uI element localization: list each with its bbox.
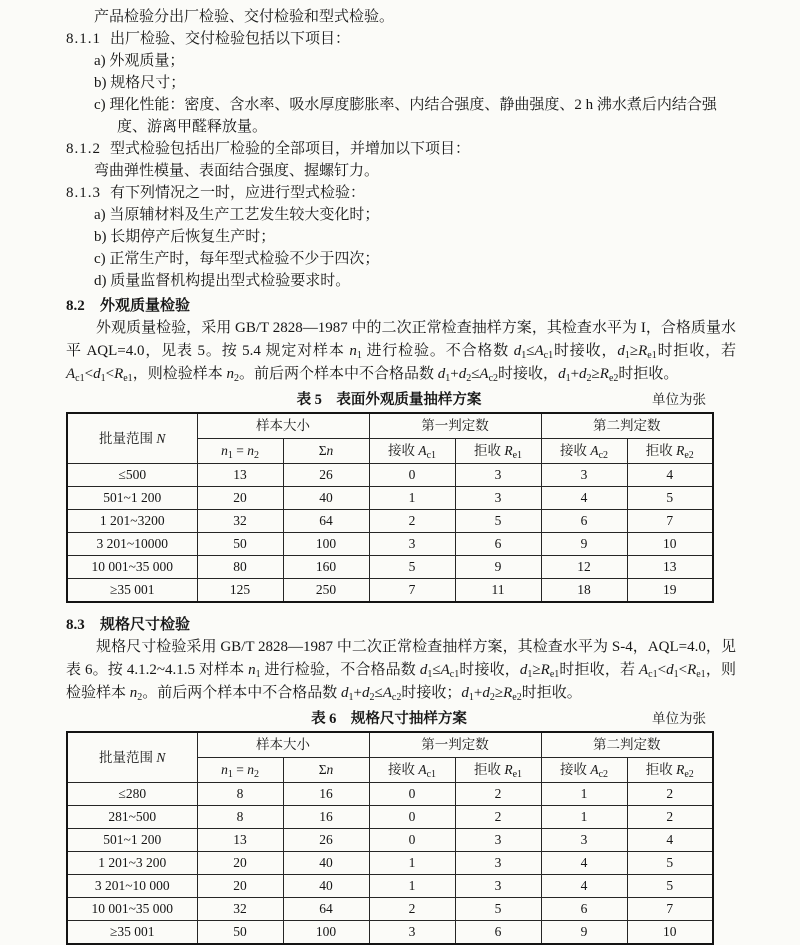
subscript-text: 2	[466, 373, 472, 384]
text-run: Σ	[318, 762, 327, 777]
subscript-text: 1	[427, 669, 433, 680]
variable-text: R	[114, 366, 124, 382]
subscript-text: 1	[227, 450, 233, 461]
text-run: 时接收，	[459, 662, 520, 678]
text-run: 。前后两个样本中不合格品数	[142, 685, 342, 701]
section-number: 8.3	[66, 617, 85, 633]
section-title: 规格尺寸检验	[100, 617, 191, 633]
subscript-text: 1	[673, 669, 679, 680]
table-cell: 20	[197, 487, 283, 510]
list-item-813-d: d) 质量监督机构提出型式检验要求时。	[94, 273, 351, 289]
batch-range-cell: 501~1 200	[67, 829, 197, 852]
text-run: +	[450, 366, 459, 382]
variable-text: A	[479, 366, 489, 382]
table-cell: 10	[627, 921, 713, 945]
variable-text: n	[247, 762, 254, 777]
table-cell: 0	[369, 464, 455, 487]
table-cell: 7	[369, 579, 455, 603]
text-run: <	[105, 366, 115, 382]
table-cell: 11	[455, 579, 541, 603]
subscript-text: e2	[512, 692, 522, 703]
batch-range-cell: ≥35 001	[67, 579, 197, 603]
variable-text: d	[482, 685, 490, 701]
clause-title: 出厂检验、交付检验包括以下项目：	[110, 31, 351, 47]
batch-range-cell: 281~500	[67, 806, 197, 829]
table-cell: 9	[541, 533, 627, 556]
table-row	[67, 875, 713, 898]
list-item-811-a: a) 外观质量；	[94, 53, 185, 69]
subscript-text: e2	[684, 769, 694, 780]
batch-range-cell: 3 201~10 000	[67, 875, 197, 898]
table-cell: 5	[369, 556, 455, 579]
variable-text: R	[687, 662, 697, 678]
variable-text: n	[221, 443, 228, 458]
table-cell: 3	[455, 852, 541, 875]
batch-range-cell: 10 001~35 000	[67, 898, 197, 921]
table-cell: 13	[197, 829, 283, 852]
col-header-accept-ac1	[369, 439, 455, 464]
table-cell: 32	[197, 898, 283, 921]
table6-caption: 表 6 规格尺寸抽样方案	[311, 711, 467, 727]
table-cell: 6	[541, 898, 627, 921]
table-row	[67, 921, 713, 945]
variable-text: n	[221, 762, 228, 777]
text-run: <	[657, 662, 667, 678]
text-run: 接收	[387, 443, 419, 458]
text-run: =	[232, 762, 248, 777]
batch-range-cell: 10 001~35 000	[67, 556, 197, 579]
subscript-text: c1	[449, 669, 460, 680]
table-cell: 2	[455, 783, 541, 806]
text-run: +	[570, 366, 580, 382]
text-run: 时拒收。	[618, 366, 679, 382]
table-cell: 1	[369, 487, 455, 510]
variable-text: d	[362, 685, 370, 701]
variable-text: N	[156, 749, 166, 765]
variable-text: R	[503, 685, 513, 701]
table-cell: 1	[369, 875, 455, 898]
variable-text: A	[66, 366, 76, 382]
subscript-text: 2	[137, 692, 143, 703]
col-header-batch-range	[67, 413, 197, 464]
text-run: 拒收	[645, 443, 677, 458]
table-cell: 250	[283, 579, 369, 603]
batch-range-cell: ≥35 001	[67, 921, 197, 945]
col-header-n1-n2	[197, 439, 283, 464]
subscript-text: e1	[512, 450, 523, 461]
subscript-text: e1	[549, 669, 560, 680]
list-item-813-a: a) 当原辅材料及生产工艺发生较大变化时；	[94, 207, 380, 223]
table-cell: 2	[369, 510, 455, 533]
table-cell: 0	[369, 829, 455, 852]
subscript-text: c2	[488, 373, 499, 384]
subscript-text: 2	[253, 450, 259, 461]
text-run: ，则检验样本	[66, 662, 736, 701]
variable-text: A	[418, 762, 427, 777]
text-run: 接收	[559, 443, 591, 458]
table-cell: 64	[283, 898, 369, 921]
text-run: 接收	[559, 762, 591, 777]
table-cell: 2	[455, 806, 541, 829]
batch-range-cell: 501~1 200	[67, 487, 197, 510]
col-header-reject-re2	[627, 439, 713, 464]
table-cell: 6	[455, 921, 541, 945]
table-cell: 20	[197, 875, 283, 898]
text-run: 批量范围	[99, 749, 157, 765]
batch-range-cell: ≤500	[67, 464, 197, 487]
table-cell: 4	[627, 464, 713, 487]
table-cell: 13	[627, 556, 713, 579]
variable-text: R	[676, 443, 685, 458]
subscript-text: 1	[527, 669, 533, 680]
table-cell: 5	[627, 487, 713, 510]
text-run: 规格尺寸检验采用 GB/T 2828—1987 中二次正常检查抽样方案，其检查水平为 S-4，AQL=4.0，见表 6。按 4.1.2~4.1.5 对样本	[66, 639, 736, 678]
table-cell: 3	[455, 829, 541, 852]
variable-text: d	[461, 685, 469, 701]
table-row	[67, 533, 713, 556]
table-cell: 2	[627, 806, 713, 829]
table-cell: 9	[455, 556, 541, 579]
table-cell: 160	[283, 556, 369, 579]
col-header-second-judge: 第二判定数	[541, 732, 713, 758]
col-header-accept-ac1	[369, 758, 455, 783]
clause-number: 8.1.1	[66, 31, 101, 47]
table6-size-sampling	[66, 731, 714, 945]
clause-title: 型式检验包括出厂检验的全部项目，并增加以下项目：	[110, 141, 471, 157]
subscript-text: 1	[468, 692, 474, 703]
text-run: ≤	[526, 343, 535, 359]
col-header-sum-n	[283, 758, 369, 783]
variable-text: n	[326, 443, 334, 458]
table-cell: 5	[627, 852, 713, 875]
col-header-first-judge: 第一判定数	[369, 732, 541, 758]
table-cell: 1	[541, 806, 627, 829]
batch-range-cell: 1 201~3 200	[67, 852, 197, 875]
text-run: ≤	[432, 662, 441, 678]
table-cell: 9	[541, 921, 627, 945]
variable-text: d	[558, 366, 566, 382]
table-cell: 8	[197, 783, 283, 806]
col-header-accept-ac2	[541, 439, 627, 464]
variable-text: R	[676, 762, 685, 777]
subscript-text: 1	[624, 350, 630, 361]
text-run: =	[232, 443, 248, 458]
table-cell: 32	[197, 510, 283, 533]
subscript-text: 1	[227, 769, 233, 780]
table6-body	[67, 783, 713, 945]
table-row	[67, 464, 713, 487]
table-cell: 3	[455, 464, 541, 487]
col-header-n1-n2	[197, 758, 283, 783]
variable-text: N	[156, 430, 166, 446]
table-cell: 4	[541, 487, 627, 510]
table-cell: 3	[455, 875, 541, 898]
variable-text: d	[93, 366, 101, 382]
table-cell: 3	[541, 829, 627, 852]
variable-text: A	[440, 662, 450, 678]
table-cell: 1	[541, 783, 627, 806]
table-cell: 100	[283, 921, 369, 945]
variable-text: A	[418, 443, 427, 458]
subscript-text: e1	[696, 669, 706, 680]
text-run: 进行检验，不合格品数	[260, 662, 420, 678]
table-cell: 1	[369, 852, 455, 875]
col-header-reject-re1	[455, 439, 541, 464]
variable-text: d	[617, 343, 625, 359]
table-cell: 13	[197, 464, 283, 487]
text-run: 时接收，	[498, 366, 559, 382]
col-header-sample-size: 样本大小	[197, 732, 369, 758]
table-row	[67, 829, 713, 852]
variable-text: A	[534, 343, 544, 359]
section-heading-8-2	[66, 295, 736, 317]
subscript-text: c1	[426, 450, 437, 461]
table-cell: 18	[541, 579, 627, 603]
table-cell: 4	[541, 852, 627, 875]
text-run: 拒收	[473, 762, 505, 777]
subscript-text: 2	[489, 692, 495, 703]
subscript-text: c1	[543, 350, 554, 361]
table6-caption-row	[66, 710, 712, 728]
table6-header-row-1	[67, 732, 713, 758]
subscript-text: e1	[647, 350, 657, 361]
table-cell: 16	[283, 806, 369, 829]
subscript-text: e1	[512, 769, 523, 780]
table-cell: 20	[197, 852, 283, 875]
list-item-813-b: b) 长期停产后恢复生产时；	[94, 229, 276, 245]
text-run: ≥	[532, 662, 541, 678]
variable-text: n	[247, 443, 254, 458]
table-cell: 5	[627, 875, 713, 898]
clause-number: 8.1.3	[66, 185, 101, 201]
variable-text: A	[382, 685, 392, 701]
table-row	[67, 806, 713, 829]
clause-8-1-2	[66, 138, 736, 160]
text-run: ≤	[471, 366, 480, 382]
table-row	[67, 510, 713, 533]
text-run: ≤	[374, 685, 383, 701]
text-run: ，则检验样本	[132, 366, 227, 382]
subscript-text: 1	[348, 692, 354, 703]
subscript-text: e2	[608, 373, 619, 384]
table-cell: 40	[283, 875, 369, 898]
text-run: 进行检验。不合格数	[361, 343, 514, 359]
table-cell: 3	[541, 464, 627, 487]
table5-body	[67, 464, 713, 603]
list-item-811-b: b) 规格尺寸；	[94, 75, 186, 91]
text-run: +	[353, 685, 362, 701]
subscript-text: 2	[369, 692, 375, 703]
text-run: <	[84, 366, 94, 382]
variable-text: R	[504, 762, 513, 777]
col-header-reject-re2	[627, 758, 713, 783]
table-cell: 125	[197, 579, 283, 603]
subscript-text: c1	[426, 769, 437, 780]
text-run: ≥	[591, 366, 600, 382]
table5-caption-row	[66, 391, 712, 409]
list-item-813-c: c) 正常生产时，每年型式检验不少于四次；	[94, 251, 380, 267]
text-run: <	[678, 662, 688, 678]
text-run: +	[473, 685, 483, 701]
col-header-reject-re1	[455, 758, 541, 783]
table5-header-row-1	[67, 413, 713, 439]
variable-text: R	[540, 662, 550, 678]
batch-range-cell: 1 201~3200	[67, 510, 197, 533]
variable-text: n	[129, 685, 138, 701]
variable-text: R	[638, 343, 648, 359]
subscript-text: c2	[598, 450, 609, 461]
table-cell: 12	[541, 556, 627, 579]
text-run: 拒收	[473, 443, 505, 458]
subscript-text: 1	[255, 669, 261, 680]
subscript-text: e1	[123, 373, 133, 384]
text-run: 接收	[387, 762, 419, 777]
table-cell: 64	[283, 510, 369, 533]
subscript-text: 2	[233, 373, 239, 384]
col-header-sum-n	[283, 439, 369, 464]
table-cell: 8	[197, 806, 283, 829]
variable-text: d	[419, 662, 428, 678]
variable-text: d	[437, 366, 446, 382]
paragraph-8-2	[66, 317, 736, 386]
table-row	[67, 783, 713, 806]
text-run: 时接收，	[553, 343, 618, 359]
variable-text: A	[639, 662, 649, 678]
section-heading-8-3	[66, 614, 736, 636]
table6-unit-label: 单位为张	[652, 711, 706, 726]
text-run: 。前后两个样本中不合格品数	[238, 366, 438, 382]
variable-text: n	[248, 662, 256, 678]
variable-text: d	[341, 685, 349, 701]
table-cell: 26	[283, 829, 369, 852]
col-header-batch-range	[67, 732, 197, 783]
table-cell: 3	[455, 487, 541, 510]
variable-text: n	[349, 343, 357, 359]
paragraph-8-3	[66, 636, 736, 705]
batch-range-cell: 3 201~10000	[67, 533, 197, 556]
col-header-sample-size: 样本大小	[197, 413, 369, 439]
variable-text: d	[513, 343, 522, 359]
subscript-text: c1	[648, 669, 658, 680]
col-header-first-judge: 第一判定数	[369, 413, 541, 439]
table-cell: 4	[541, 875, 627, 898]
table-cell: 2	[627, 783, 713, 806]
text-run: 时拒收，若	[656, 343, 736, 359]
table-cell: 6	[541, 510, 627, 533]
list-item-811-c: c) 理化性能：密度、含水率、吸水厚度膨胀率、内结合强度、静曲强度、2 h 沸水煮后内结合强度、游离甲醛释放量。	[94, 97, 717, 135]
table5-caption: 表 5 表面外观质量抽样方案	[296, 392, 482, 408]
table-cell: 6	[455, 533, 541, 556]
table-cell: 5	[455, 510, 541, 533]
table-cell: 2	[369, 898, 455, 921]
variable-text: d	[519, 662, 528, 678]
text-run: ≥	[494, 685, 504, 701]
variable-text: R	[599, 366, 609, 382]
table-cell: 50	[197, 533, 283, 556]
text-run: 拒收	[645, 762, 677, 777]
table-cell: 80	[197, 556, 283, 579]
table-cell: 5	[455, 898, 541, 921]
text-run: 外观质量检验，采用 GB/T 2828—1987 中的二次正常检查抽样方案，其检查水平为 I，合格质量水平 AQL=4.0，见表 5。按 5.4 规定对样本	[66, 320, 736, 359]
table-cell: 0	[369, 783, 455, 806]
variable-text: d	[458, 366, 467, 382]
table-cell: 10	[627, 533, 713, 556]
variable-text: d	[666, 662, 674, 678]
subscript-text: 1	[565, 373, 571, 384]
clause-number: 8.1.2	[66, 141, 101, 157]
subscript-text: 1	[356, 350, 362, 361]
table-row	[67, 556, 713, 579]
intro-paragraph: 产品检验分出厂检验、交付检验和型式检验。	[94, 9, 395, 25]
subscript-text: 1	[521, 350, 527, 361]
table5-surface-quality-sampling	[66, 412, 714, 603]
subscript-text: 2	[586, 373, 592, 384]
variable-text: A	[590, 762, 599, 777]
table-cell: 50	[197, 921, 283, 945]
clause-8-1-3	[66, 182, 736, 204]
subscript-text: 1	[100, 373, 106, 384]
table-row	[67, 898, 713, 921]
clause-title: 有下列情况之一时，应进行型式检验：	[110, 185, 366, 201]
table-cell: 19	[627, 579, 713, 603]
clause-8-1-1	[66, 28, 736, 50]
variable-text: A	[590, 443, 599, 458]
batch-range-cell: ≤280	[67, 783, 197, 806]
table-cell: 16	[283, 783, 369, 806]
table-cell: 3	[369, 921, 455, 945]
variable-text: n	[326, 762, 334, 777]
text-run: 时接收；	[401, 685, 462, 701]
table-row	[67, 487, 713, 510]
table5-unit-label: 单位为张	[652, 392, 706, 407]
col-header-accept-ac2	[541, 758, 627, 783]
text-run: 时拒收，若	[559, 662, 639, 678]
table-row	[67, 852, 713, 875]
table-row	[67, 579, 713, 603]
col-header-second-judge: 第二判定数	[541, 413, 713, 439]
subscript-text: e2	[684, 450, 694, 461]
table-cell: 40	[283, 852, 369, 875]
table-cell: 26	[283, 464, 369, 487]
table-cell: 0	[369, 806, 455, 829]
text-run: 时拒收。	[521, 685, 582, 701]
table-cell: 7	[627, 510, 713, 533]
table-cell: 40	[283, 487, 369, 510]
clause-8-1-2-note: 弯曲弹性模量、表面结合强度、握螺钉力。	[94, 163, 380, 179]
variable-text: R	[504, 443, 513, 458]
subscript-text: c2	[391, 692, 402, 703]
text-run: 批量范围	[99, 430, 157, 446]
variable-text: d	[579, 366, 587, 382]
text-run: ≥	[629, 343, 639, 359]
subscript-text: c1	[75, 373, 85, 384]
subscript-text: 1	[445, 373, 451, 384]
variable-text: n	[226, 366, 234, 382]
table-cell: 7	[627, 898, 713, 921]
section-title: 外观质量检验	[100, 298, 191, 314]
table-cell: 4	[627, 829, 713, 852]
table-cell: 100	[283, 533, 369, 556]
section-number: 8.2	[66, 298, 85, 314]
text-run: Σ	[318, 443, 327, 458]
subscript-text: 2	[253, 769, 259, 780]
subscript-text: c2	[598, 769, 609, 780]
table-cell: 3	[369, 533, 455, 556]
